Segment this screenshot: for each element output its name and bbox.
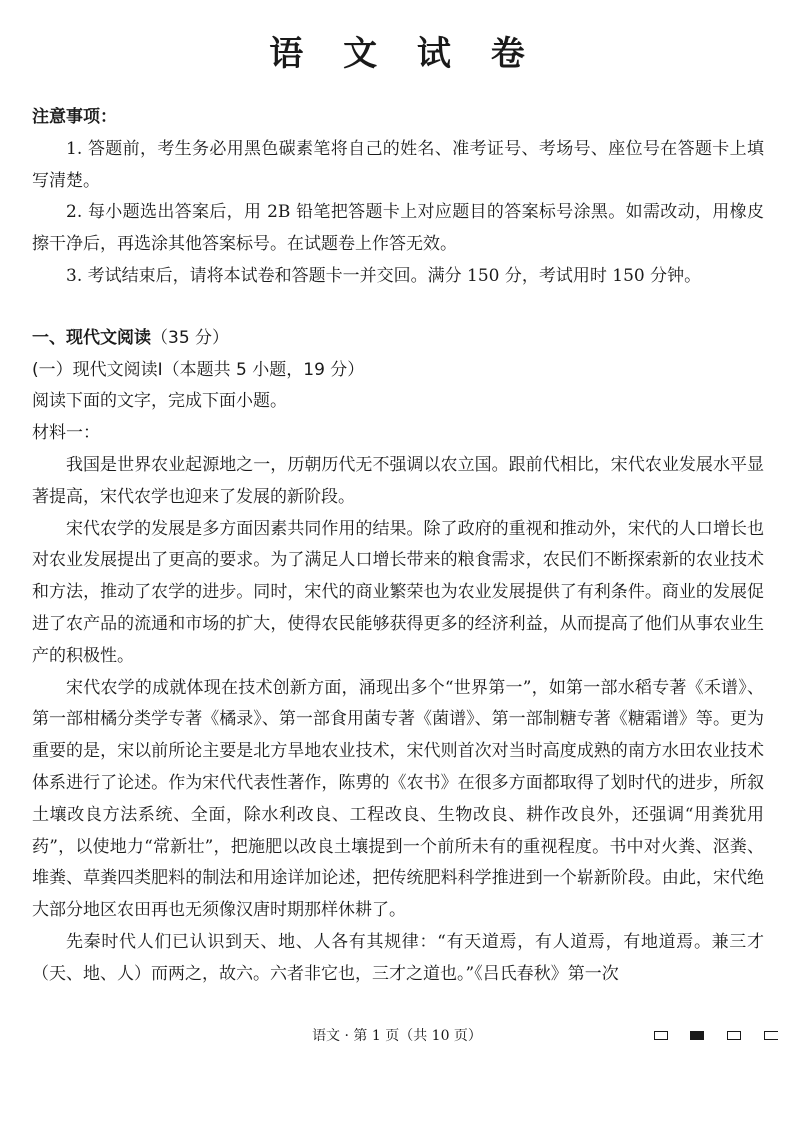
notice-heading: 注意事项： xyxy=(32,107,117,127)
paragraph-1: 我国是世界农业起源地之一，历朝历代无不强调以农立国。跟前代相比，宋代农业发展水平显著提高，宋代农学也迎来了发展的新阶段。 xyxy=(32,454,764,507)
scan-mark-partial xyxy=(764,1031,778,1040)
section-score: （35 分） xyxy=(151,327,230,348)
paragraph-3: 宋代农学的成就体现在技术创新方面，涌现出多个“世界第一”，如第一部水稻专著《禾谱》、第一部柑橘分类学专著《橘录》、第一部食用菌专著《菌谱》、第一部制糖专著《糖霜谱》等。更为重要的是，宋以前所论主要是北方旱地农业技术，宋代则首次对当时高度成熟的南方水田农业技术体系进行了论述。作为宋代代表性著作，陈旉的《农书》在很多方面都取得了划时代的进步，所叙土壤改良方法系统、全面，除水利改良、工程改良、生物改良、耕作改良外，还强调“用粪犹用药”，以使地力“常新壮”，把施肥以改良土壤提到一个前所未有的重视程度。书中对火粪、沤粪、堆粪、草粪四类肥料的制法和用途详加论述，把传统肥料科学推进到一个崭新阶段。由此，宋代绝大部分地区农田再也无须像汉唐时期那样休耕了。 xyxy=(32,677,764,921)
notice-item-3: 3. 考试结束后，请将本试卷和答题卡一并交回。满分 150 分，考试用时 150 分钟。 xyxy=(66,265,702,286)
notice-item-1: 1. 答题前，考生务必用黑色碳素笔将自己的姓名、准考证号、考场号、座位号在答题卡上填写清楚。 xyxy=(32,138,764,191)
page-content xyxy=(32,102,764,991)
scan-marks xyxy=(652,1031,788,1043)
notice-item-2: 2. 每小题选出答案后，用 2B 铅笔把答题卡上对应题目的答案标号涂黑。如需改动，用橡皮擦干净后，再选涂其他答案标号。在试题卷上作答无效。 xyxy=(32,202,764,255)
page-footer: 语文 · 第 1 页（共 10 页） xyxy=(312,1028,482,1044)
scan-mark-empty xyxy=(654,1031,668,1040)
paragraph-2: 宋代农学的发展是多方面因素共同作用的结果。除了政府的重视和推动外，宋代的人口增长也对农业发展提出了更高的要求。为了满足人口增长带来的粮食需求，农民们不断探索新的农业技术和方法，推动了农学的进步。同时，宋代的商业繁荣也为农业发展提供了有利条件。商业的发展促进了农产品的流通和市场的扩大，使得农民能够获得更多的经济利益，从而提高了他们从事农业生产的积极性。 xyxy=(32,518,764,666)
subsection-heading: (一）现代文阅读Ⅰ（本题共 5 小题，19 分） xyxy=(32,359,365,380)
spacer xyxy=(32,293,764,323)
paragraph-4: 先秦时代人们已认识到天、地、人各有其规律：“有天道焉，有人道焉，有地道焉。兼三才（天、地、人）而两之，故六。六者非它也，三才之道也。”《吕氏春秋》第一次 xyxy=(32,931,764,984)
scan-mark-filled xyxy=(690,1031,704,1040)
page-title: 语 文 试 卷 xyxy=(269,34,539,74)
section-label: 一、现代文阅读 xyxy=(32,327,151,348)
section-heading xyxy=(32,323,764,355)
material-label: 材料一： xyxy=(32,423,100,444)
scan-mark-empty xyxy=(727,1031,741,1040)
reading-instruction: 阅读下面的文字，完成下面小题。 xyxy=(32,391,287,412)
